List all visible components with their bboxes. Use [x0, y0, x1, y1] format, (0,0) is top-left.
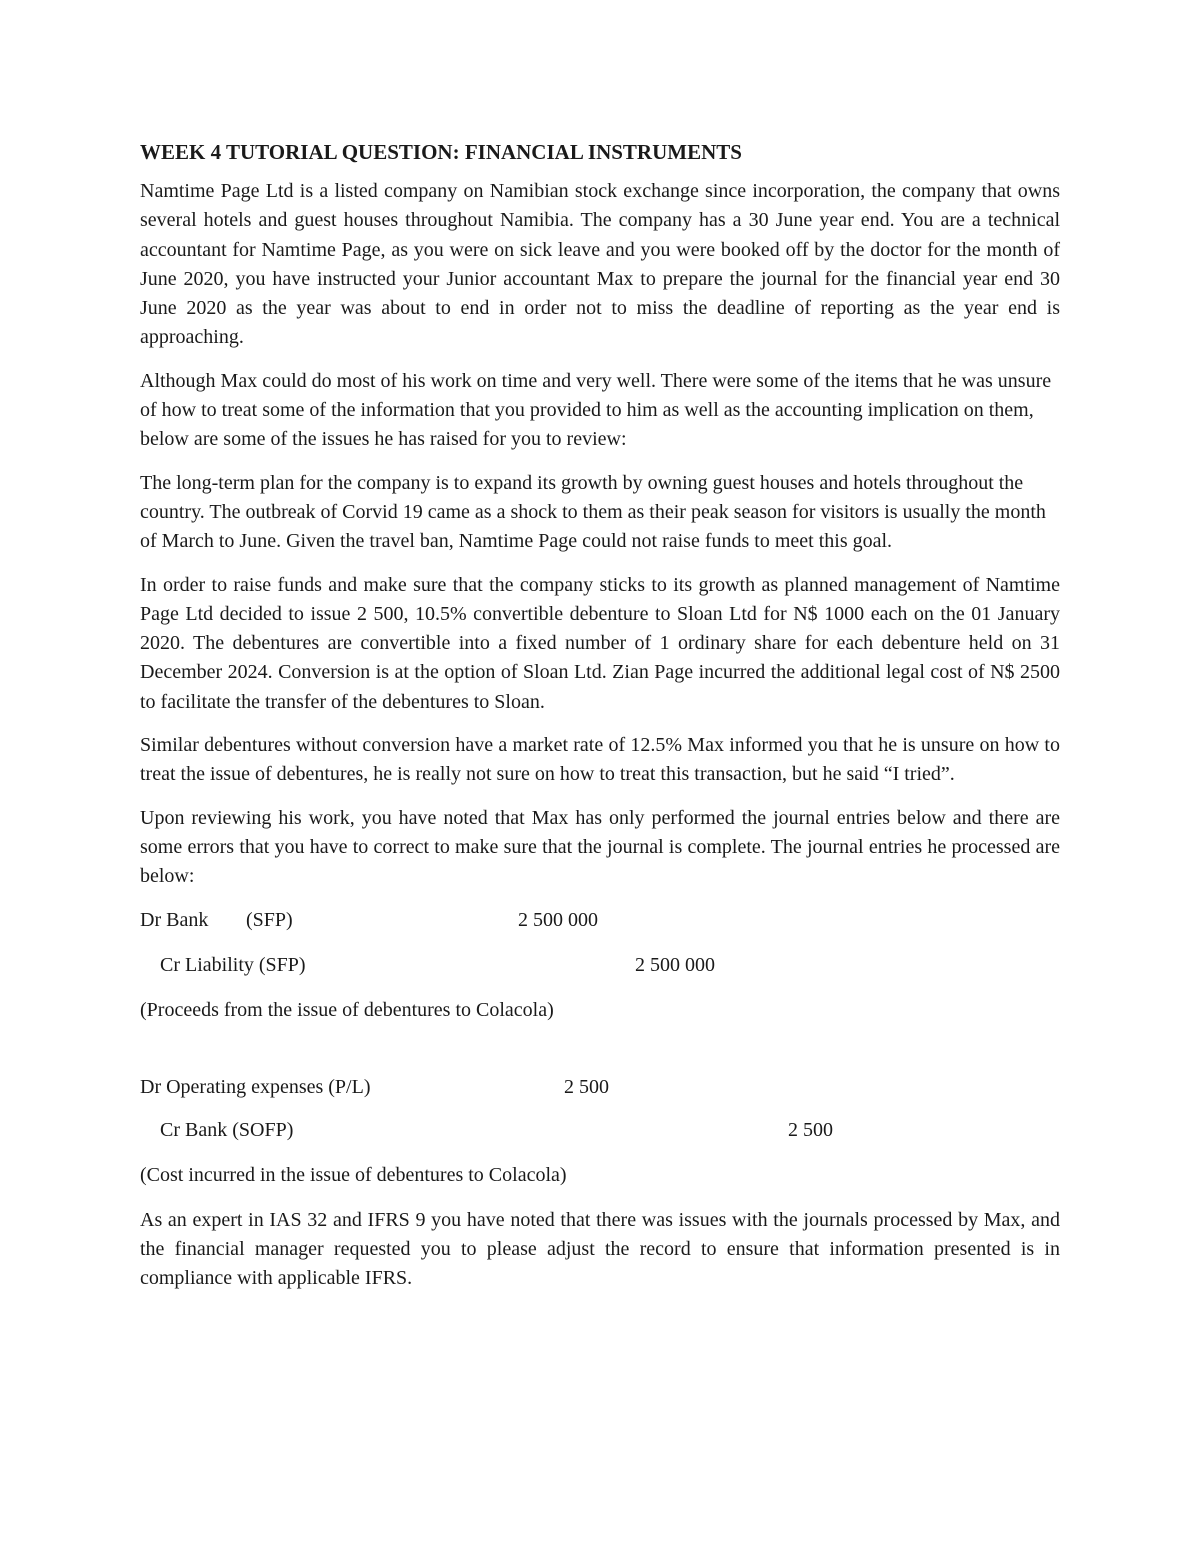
paragraph-closing: As an expert in IAS 32 and IFRS 9 you have noted that there was issues with the journals processed by Max, and the financial manager requested you to please adjust the record to ensure that information presented is in compliance with applicable IFRS. — [140, 1208, 1060, 1290]
journal-2-narration — [140, 1161, 1060, 1190]
journal-1-debit-amount: 2 500 000 — [518, 908, 598, 931]
paragraph-long-term-plan: The long-term plan for the company is to expand its growth by owning guest houses and hotels throughout the country. The outbreak of Corvid 19 came as a shock to them as their peak season for visitors is usually the month of March to June. Given the travel ban, Namtime Page could not raise funds to meet this goal. — [140, 471, 1046, 553]
paragraph-max-issues: Although Max could do most of his work on time and very well. There were some of the items that he was unsure of how to treat some of the information that you provided to him as well as the accounting implication on them, below are some of the issues he has raised for you to review: — [140, 369, 1052, 451]
journal-2-credit-account: Cr Bank (SOFP) — [160, 1118, 294, 1141]
journal-1-narration-text: (Proceeds from the issue of debentures to Colacola) — [140, 998, 554, 1021]
journal-2-credit-line — [140, 1116, 1060, 1145]
paragraph-debenture-issue: In order to raise funds and make sure that the company sticks to its growth as planned management of Namtime Page Ltd decided to issue 2 500, 10.5% convertible debenture to Sloan Ltd for N$ 1000 each on the 01 January 2020. The debentures are convertible into a fixed number of 1 ordinary share for each debenture held on 31 December 2024. Conversion is at the option of Sloan Ltd. Zian Page incurred the additional legal cost of N$ 2500 to facilitate the transfer of the debentures to Sloan. — [140, 573, 1060, 713]
journal-1-credit-account: Cr Liability (SFP) — [160, 953, 306, 976]
journal-2-debit-line — [140, 1073, 1060, 1102]
journal-1-credit-line — [140, 951, 1060, 980]
journal-entry-2 — [140, 1073, 1060, 1190]
journal-entry-1 — [140, 906, 1060, 1025]
document-page — [140, 138, 1060, 1307]
journal-1-narration — [140, 996, 1060, 1025]
paragraph-review-journal: Upon reviewing his work, you have noted that Max has only performed the journal entries below and there are some errors that you have to correct to make sure that the journal is complete. The journal entries he processed are below: — [140, 806, 1060, 888]
journal-1-debit-account: Dr Bank — [140, 908, 209, 931]
paragraph-market-rate: Similar debentures without conversion have a market rate of 12.5% Max informed you that he is unsure on how to treat the issue of debentures, he is really not sure on how to treat this transaction, but he said “I tried”. — [140, 734, 1060, 786]
document-title: WEEK 4 TUTORIAL QUESTION: FINANCIAL INSTRUMENTS — [140, 140, 742, 164]
journal-2-debit-account: Dr Operating expenses (P/L) — [140, 1075, 371, 1098]
journal-2-narration-text: (Cost incurred in the issue of debentures to Colacola) — [140, 1163, 567, 1186]
journal-1-debit-class: (SFP) — [246, 908, 293, 931]
journal-1-debit-line — [140, 906, 1060, 935]
journal-1-credit-amount: 2 500 000 — [635, 953, 715, 976]
journal-2-debit-amount: 2 500 — [564, 1075, 609, 1098]
journal-2-credit-amount: 2 500 — [788, 1118, 833, 1141]
paragraph-company-background: Namtime Page Ltd is a listed company on Namibian stock exchange since incorporation, the company that owns several hotels and guest houses throughout Namibia. The company has a 30 June year end. You are a technical accountant for Namtime Page, as you were on sick leave and you were booked off by the doctor for the month of June 2020, you have instructed your Junior accountant Max to prepare the journal for the financial year end 30 June 2020 as the year was about to end in order not to miss the deadline of reporting as the year end is approaching. — [140, 180, 1060, 349]
